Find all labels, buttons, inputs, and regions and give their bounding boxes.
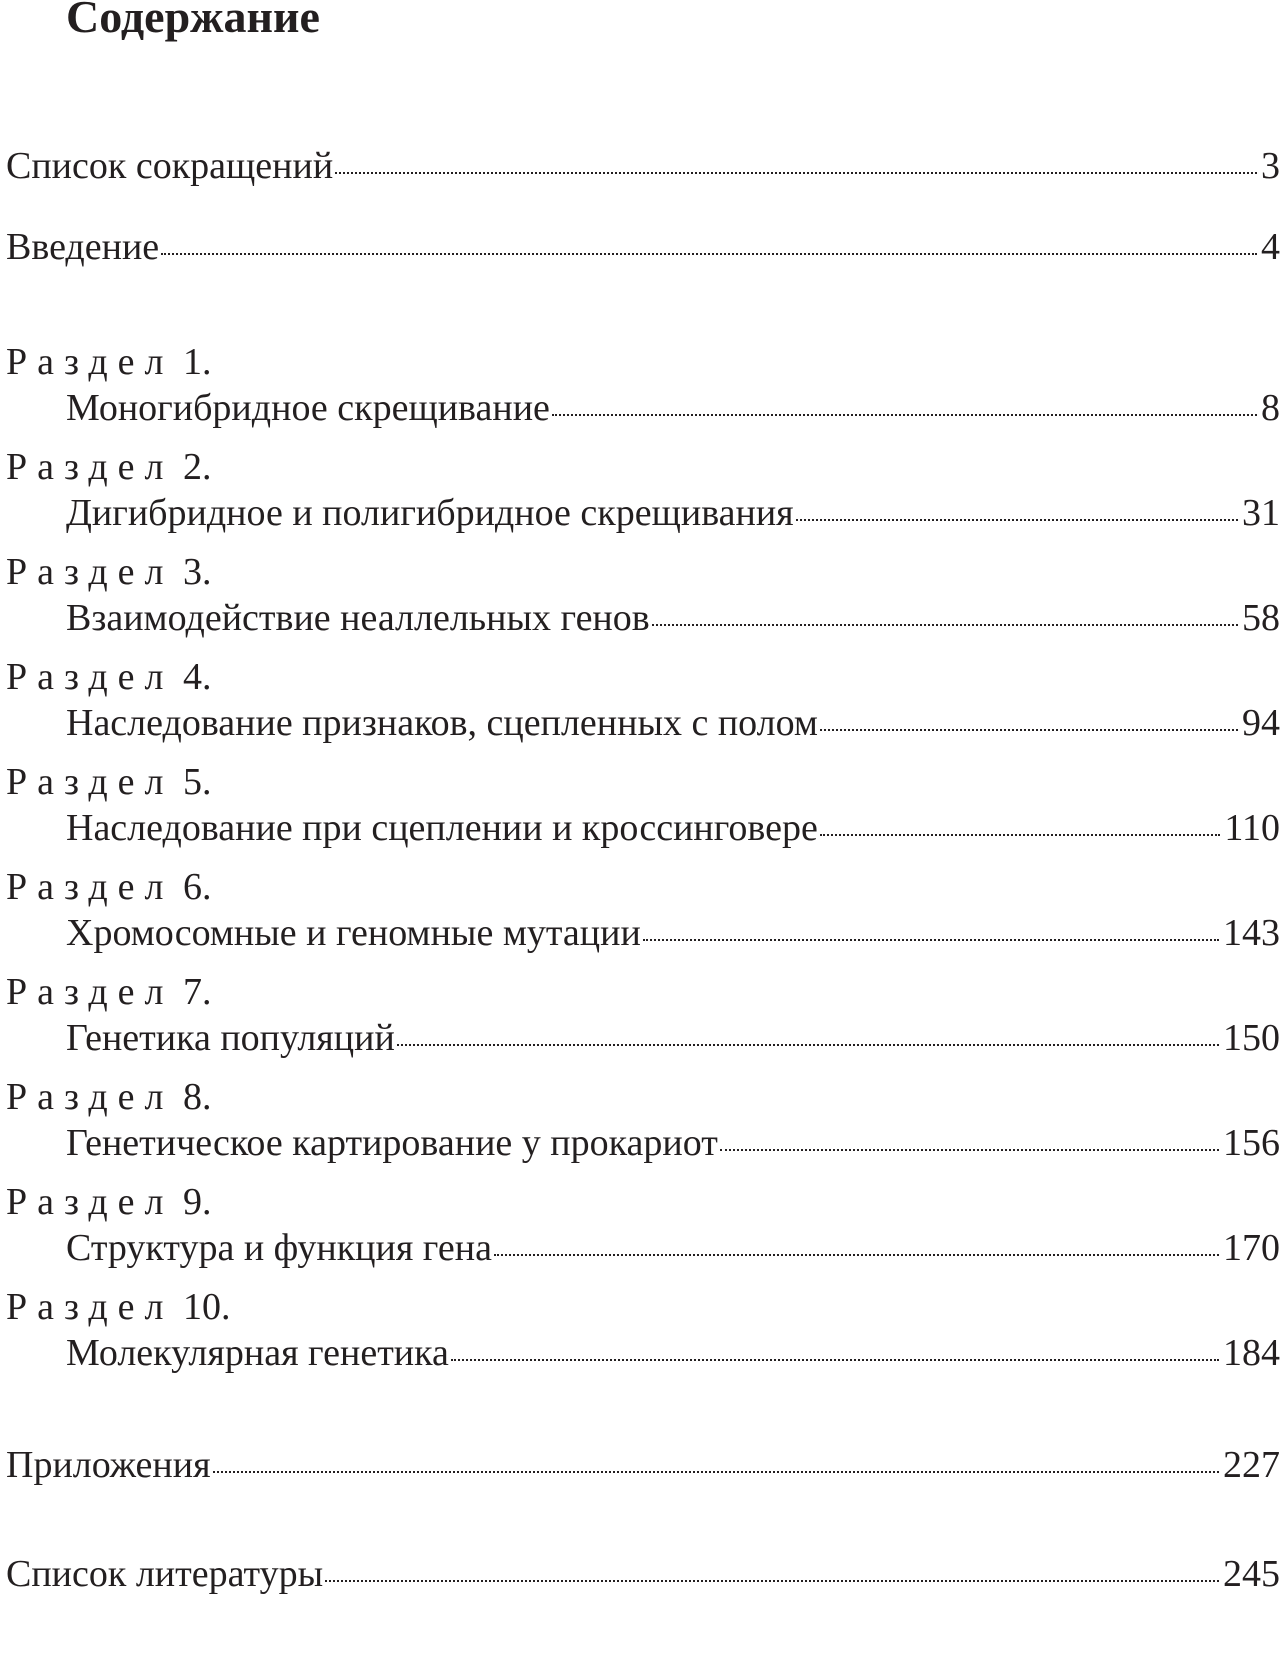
toc-entry-label: Молекулярная генетика	[66, 1332, 449, 1374]
toc-entry-label: Список сокращений	[6, 145, 334, 187]
section-heading-10	[6, 1285, 231, 1329]
section-word: Раздел	[6, 446, 174, 488]
toc-entry-section-5[interactable]	[66, 806, 1280, 850]
toc-entry-label: Взаимодействие неаллельных генов	[66, 597, 650, 639]
toc-entry-page: 156	[1223, 1122, 1280, 1164]
toc-entry-label: Хромосомные и геномные мутации	[66, 912, 641, 954]
dot-leader	[652, 624, 1238, 626]
toc-entry-section-1[interactable]	[66, 386, 1280, 430]
toc-entry-abbreviations[interactable]	[6, 144, 1280, 188]
section-number: 8.	[183, 1076, 212, 1118]
toc-entry-label: Генетическое картирование у прокариот	[66, 1122, 718, 1164]
section-number: 10.	[183, 1286, 231, 1328]
toc-entry-appendices[interactable]	[6, 1443, 1280, 1487]
dot-leader	[494, 1254, 1219, 1256]
section-word: Раздел	[6, 551, 174, 593]
toc-entry-label: Генетика популяций	[66, 1017, 395, 1059]
toc-entry-introduction[interactable]	[6, 225, 1280, 269]
section-word: Раздел	[6, 1181, 174, 1223]
dot-leader	[552, 414, 1257, 416]
toc-entry-section-6[interactable]	[66, 911, 1280, 955]
dot-leader	[796, 519, 1238, 521]
toc-entry-page: 245	[1223, 1553, 1280, 1595]
section-heading-4	[6, 655, 212, 699]
section-number: 9.	[183, 1181, 212, 1223]
section-number: 6.	[183, 866, 212, 908]
section-heading-5	[6, 760, 212, 804]
section-heading-8	[6, 1075, 212, 1119]
section-heading-2	[6, 445, 212, 489]
toc-entry-section-3[interactable]	[66, 596, 1280, 640]
toc-entry-label: Наследование признаков, сцепленных с полом	[66, 702, 818, 744]
page-title: Содержание	[66, 0, 320, 42]
section-heading-9	[6, 1180, 212, 1224]
section-number: 4.	[183, 656, 212, 698]
section-heading-6	[6, 865, 212, 909]
dot-leader	[820, 729, 1238, 731]
toc-entry-label: Введение	[6, 226, 160, 268]
section-word: Раздел	[6, 761, 174, 803]
dot-leader	[720, 1149, 1219, 1151]
dot-leader	[335, 172, 1257, 174]
toc-entry-label: Моногибридное скрещивание	[66, 387, 550, 429]
section-word: Раздел	[6, 656, 174, 698]
section-heading-3	[6, 550, 212, 594]
toc-entry-page: 150	[1223, 1017, 1280, 1059]
section-number: 1.	[183, 341, 212, 383]
toc-entry-page: 110	[1224, 807, 1280, 849]
toc-entry-page: 184	[1223, 1332, 1280, 1374]
section-word: Раздел	[6, 341, 174, 383]
toc-entry-references[interactable]	[6, 1552, 1280, 1596]
section-word: Раздел	[6, 1076, 174, 1118]
toc-entry-section-8[interactable]	[66, 1121, 1280, 1165]
section-number: 2.	[183, 446, 212, 488]
section-word: Раздел	[6, 866, 174, 908]
dot-leader	[325, 1580, 1219, 1582]
toc-entry-section-7[interactable]	[66, 1016, 1280, 1060]
toc-entry-section-2[interactable]	[66, 491, 1280, 535]
toc-entry-page: 170	[1223, 1227, 1280, 1269]
section-heading-1	[6, 340, 212, 384]
section-number: 5.	[183, 761, 212, 803]
dot-leader	[161, 253, 1257, 255]
toc-entry-section-4[interactable]	[66, 701, 1280, 745]
toc-entry-page: 3	[1261, 145, 1280, 187]
toc-entry-label: Список литературы	[6, 1553, 324, 1595]
toc-entry-label: Наследование при сцеплении и кроссинговере	[66, 807, 818, 849]
toc-entry-label: Структура и функция гена	[66, 1227, 492, 1269]
toc-entry-page: 31	[1242, 492, 1280, 534]
toc-entry-page: 8	[1261, 387, 1280, 429]
section-word: Раздел	[6, 1286, 174, 1328]
dot-leader	[397, 1044, 1219, 1046]
toc-entry-page: 4	[1261, 226, 1280, 268]
dot-leader	[643, 939, 1219, 941]
toc-entry-page: 143	[1223, 912, 1280, 954]
toc-entry-section-9[interactable]	[66, 1226, 1280, 1270]
toc-entry-label: Дигибридное и полигибридное скрещивания	[66, 492, 794, 534]
toc-entry-label: Приложения	[6, 1444, 211, 1486]
toc-entry-page: 58	[1242, 597, 1280, 639]
toc-entry-page: 227	[1223, 1444, 1280, 1486]
dot-leader	[451, 1359, 1219, 1361]
section-number: 3.	[183, 551, 212, 593]
section-number: 7.	[183, 971, 212, 1013]
toc-entry-page: 94	[1242, 702, 1280, 744]
section-heading-7	[6, 970, 212, 1014]
dot-leader	[213, 1471, 1219, 1473]
section-word: Раздел	[6, 971, 174, 1013]
toc-entry-section-10[interactable]	[66, 1331, 1280, 1375]
dot-leader	[820, 834, 1221, 836]
